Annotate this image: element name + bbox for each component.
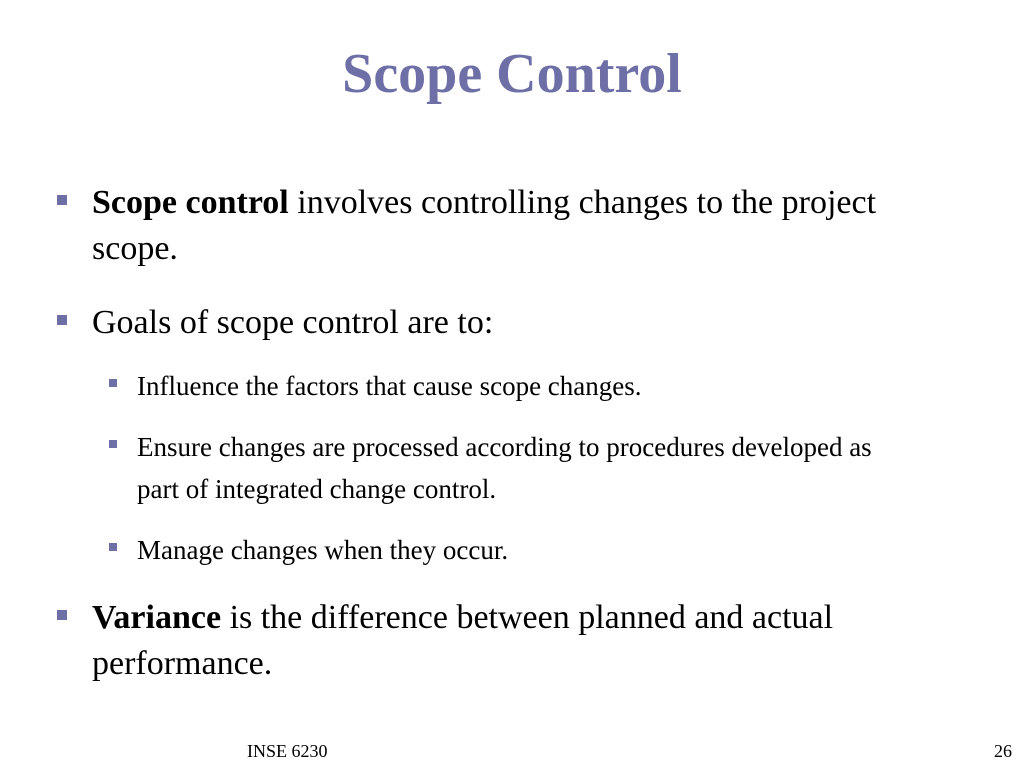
bullet-text	[92, 180, 932, 272]
bullet-body: is the difference between planned and actual performance.	[92, 599, 834, 682]
square-bullet-icon	[109, 379, 117, 387]
square-bullet-icon	[109, 543, 117, 551]
bullet-goals	[92, 300, 932, 346]
sub-bullet-text: Manage changes when they occur.	[137, 535, 509, 565]
bullet-variance	[92, 595, 992, 687]
footer-page-number: 26	[994, 741, 1012, 761]
bullet-bold-term: Variance	[92, 599, 222, 636]
square-bullet-icon	[57, 315, 67, 325]
footer-course: INSE 6230	[247, 741, 328, 761]
sub-bullet-text: Ensure changes are processed according to procedures developed as part of integrated change control.	[137, 432, 872, 504]
sub-bullet-ensure	[137, 426, 917, 510]
bullet-text: Goals of scope control are to:	[92, 304, 494, 341]
square-bullet-icon	[109, 440, 117, 448]
slide-title: Scope Control	[342, 43, 682, 105]
sub-bullet-text: Influence the factors that cause scope changes.	[137, 371, 642, 401]
bullet-text	[92, 595, 992, 687]
bullet-body: involves controlling changes to the project scope.	[92, 184, 877, 267]
sub-bullet-manage	[137, 529, 917, 571]
square-bullet-icon	[57, 610, 67, 620]
square-bullet-icon	[57, 195, 67, 205]
bullet-bold-term: Scope control	[92, 184, 289, 221]
sub-bullet-influence	[137, 365, 917, 407]
bullet-scope-control	[92, 180, 932, 272]
